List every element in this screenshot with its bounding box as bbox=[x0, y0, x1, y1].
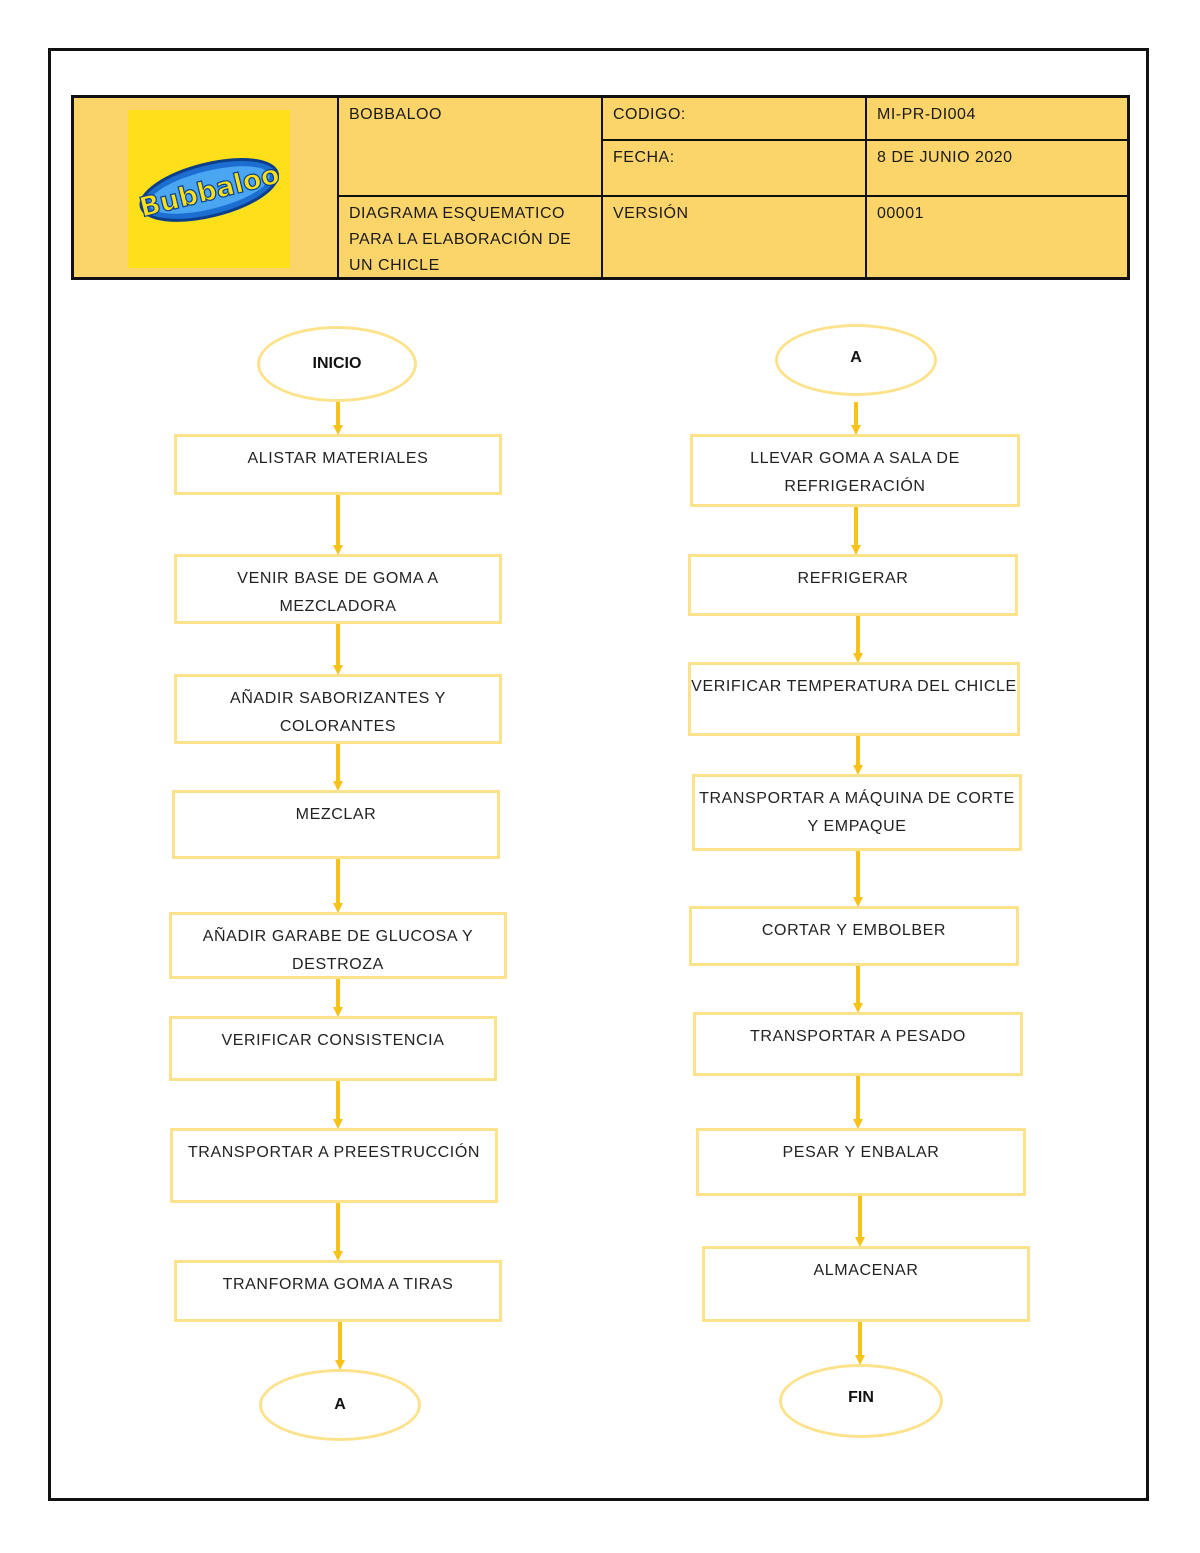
step-box: VERIFICAR CONSISTENCIA bbox=[169, 1016, 497, 1081]
logo-wordmark: Bubbaloo bbox=[136, 159, 283, 224]
step-box: AÑADIR GARABE DE GLUCOSA Y DESTROZA bbox=[169, 912, 507, 979]
date-value: 8 DE JUNIO 2020 bbox=[877, 149, 1013, 166]
end-oval: FIN bbox=[779, 1364, 943, 1438]
date-label: FECHA: bbox=[613, 149, 675, 166]
document-title: DIAGRAMA ESQUEMATICO PARA LA ELABORACIÓN DE UN CHICLE bbox=[349, 205, 572, 274]
connector-a-oval: A bbox=[775, 324, 937, 396]
code-label: CODIGO: bbox=[613, 106, 686, 123]
connector-a-oval: A bbox=[259, 1369, 421, 1441]
start-oval: INICIO bbox=[257, 326, 417, 402]
step-box: CORTAR Y EMBOLBER bbox=[689, 906, 1019, 966]
step-box: TRANSPORTAR A PREESTRUCCIÓN bbox=[170, 1128, 498, 1203]
step-box: LLEVAR GOMA A SALA DE REFRIGERACIÓN bbox=[690, 434, 1020, 507]
step-box: ALMACENAR bbox=[702, 1246, 1030, 1322]
step-box: REFRIGERAR bbox=[688, 554, 1018, 616]
step-box: VERIFICAR TEMPERATURA DEL CHICLE bbox=[688, 662, 1020, 736]
code-value: MI-PR-DI004 bbox=[877, 106, 976, 123]
version-label: VERSIÓN bbox=[613, 205, 689, 222]
step-box: TRANSPORTAR A PESADO bbox=[693, 1012, 1023, 1076]
step-box: AÑADIR SABORIZANTES Y COLORANTES bbox=[174, 674, 502, 744]
step-box: VENIR BASE DE GOMA A MEZCLADORA bbox=[174, 554, 502, 624]
step-box: TRANFORMA GOMA A TIRAS bbox=[174, 1260, 502, 1322]
step-box: PESAR Y ENBALAR bbox=[696, 1128, 1026, 1196]
version-value: 00001 bbox=[877, 205, 924, 222]
company-name: BOBBALOO bbox=[349, 106, 442, 123]
step-box: MEZCLAR bbox=[172, 790, 500, 859]
step-box: ALISTAR MATERIALES bbox=[174, 434, 502, 495]
step-box: TRANSPORTAR A MÁQUINA DE CORTE Y EMPAQUE bbox=[692, 774, 1022, 851]
